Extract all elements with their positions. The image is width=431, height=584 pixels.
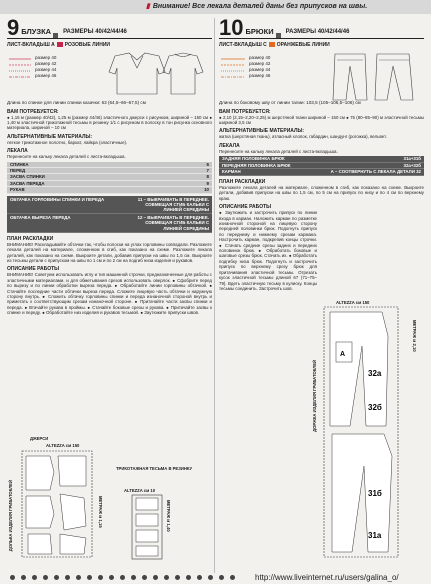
piece-number: 32а+32б [403, 162, 421, 168]
blouse-sketch [103, 50, 211, 100]
blouse-work-text: ВНИМАНИЕ! Советуем использовать иглу и тип машинной строчки, предназначенные для работы с эластичными материалами, и для обметывания срезов использовать оверлок. ● Сфобрите перед по вырезу и по линии обработки выреза переда. ● Обработайте линии горловины обтачкой. ● Стачайте последние части обтачки выреза переда. Сложите лицевую часть обтачки и наружную сторону внутрь. ● Сложить обтачку горловины спинки и переда изнаночной стороной внутрь и приметать к соответствующим срезам изнаночной стороне. ● Притачайте части засвы спинки и переда. ● Втачайте рукава в проймы. ● Стачайте боковые срезы и рукава. ● Притачайте засвы к спинке и переду. ● Обработайте низ изделия и рукавов тесьмой. ● Заутюжите припуски швов. [7, 272, 212, 316]
blouse-materials-head: ВАМ ПОТРЕБУЕТСЯ: [7, 108, 59, 115]
tape-layout [130, 494, 166, 560]
trousers-number: 10 [219, 15, 244, 40]
trousers-alt-head: АЛЬТЕРНАТИВНЫЕ МАТЕРИАЛЫ: [219, 128, 305, 135]
trousers-fold-label: ДОРЖКА ИЗДЕЛИЯ ГРИБАТОКЛЕЙ [312, 360, 317, 432]
svg-text:31б: 31б [368, 489, 382, 498]
warning-icon: ▮ [146, 3, 150, 10]
trousers-materials: ● 2,10 (2,15–2,20–2,25) м шерстяной ткани шириной – 150 см ● 75 (80–85–90) м эластичной тесьмы шириной 3,5 см [219, 114, 424, 125]
right-column-trousers [219, 16, 424, 291]
trousers-sketch [329, 50, 424, 102]
piece-name: ЗАДНЯЯ ПОЛОВИНКА БРЮК [222, 156, 285, 162]
band-name: ОБТАЧКА ВЫРЕЗА ПЕРЕДА [10, 215, 71, 221]
table-row [219, 163, 424, 170]
trousers-metr: МЕТРАЖ м 2,10 [412, 320, 417, 352]
table-row [7, 187, 212, 193]
piece-name: ЗАСВА СПИНКИ [10, 174, 45, 180]
blouse-length-note: Длина по спинке для линии спинки казачки: 63 (64,5–66–67,5) см [7, 100, 146, 105]
hole-icon [43, 575, 48, 580]
blouse-sizes: РАЗМЕРЫ 40/42/44/46 [63, 29, 127, 35]
blouse-sheet [7, 42, 212, 48]
piece-name: ПЕРЕДНЯЯ ПОЛОВИНКА БРЮК [222, 162, 291, 168]
hole-icon [208, 575, 213, 580]
blouse-header [7, 16, 212, 39]
footer [0, 570, 431, 584]
size-line-44: размер 44 [249, 67, 271, 72]
hole-icon [87, 575, 92, 580]
svg-text:32б: 32б [368, 403, 382, 412]
blouse-layout-text: ВНИМАНИЕ! Раскладывайте обтачки так, чтобы полоски на углах горловины совпадали. Разложите лекала деталей на материале, сложенном в сгиб, как показано на схеме. Разложите лекала деталей, как показано на схеме. Выкроите детали, добавив припуски на швы по 1,5 см. Выкроите из тесьмы детали с припуском на швы по 1 см и по 2 см на подгиб низа изделия и рукавов. [7, 241, 212, 264]
binding-holes [10, 575, 235, 580]
svg-text:А: А [340, 351, 346, 358]
blouse-layout-head: ПЛАН РАСКЛАДКИ [7, 235, 54, 242]
piece-name: ЗАСВА ПЕРЕДА [10, 180, 45, 186]
hole-icon [21, 575, 26, 580]
hole-icon [120, 575, 125, 580]
trousers-title: БРЮКИ [245, 27, 274, 36]
hole-icon [142, 575, 147, 580]
hole-icon [76, 575, 81, 580]
left-column-blouse [7, 16, 212, 316]
hole-icon [175, 575, 180, 580]
line-legend-icon [219, 56, 247, 82]
blouse-alt: легкое трикотажное полотно, бархат, лайкра (эластичные). [7, 139, 128, 145]
blouse-alt-head: АЛЬТЕРНАТИВНЫЕ МАТЕРИАЛЫ: [7, 133, 93, 140]
trousers-fabric-width: ALTEZZA см 150 [336, 300, 370, 305]
piece-name: КАРМАН [222, 169, 241, 175]
piece-number: 9 [206, 180, 209, 186]
band-note: 12 – ВЫКРАИВАТЬ В ПЕРЕДНЕЕ. СОВМЕЩАЯ СГИБ КАЛЬКИ С ЛИНИЕЙ СЕРЕДИНЫ [137, 215, 209, 231]
piece-number: А – СООТВЕРНУТЬ С ЛЕКАЛА ДЕТАЛИ 32 [330, 169, 421, 175]
blouse-fold-label: ДОЛЬКА ИЗДЕЛИЯ ГРИБАТОКЛЕЙ [8, 480, 13, 552]
size-square-icon [53, 33, 58, 38]
top-banner [0, 0, 431, 14]
trousers-sizes: РАЗМЕРЫ 40/42/44/46 [285, 29, 350, 35]
banner-notice [146, 2, 367, 10]
trousers-work-head: ОПИСАНИЕ РАБОТЫ [219, 204, 272, 211]
line-legend-icon [7, 56, 33, 82]
size-line-42: размер 42 [249, 61, 271, 66]
trousers-sheet-color: ОРАНЖЕВЫЕ ЛИНИИ [276, 42, 330, 48]
svg-text:31а: 31а [368, 531, 382, 540]
piece-number: 6 [206, 161, 209, 167]
size-square-icon [276, 33, 281, 38]
size-line-44: размер 44 [35, 67, 57, 72]
table-row [219, 156, 424, 163]
trousers-size-legend [249, 55, 270, 79]
blouse-metr2: МЕТРАЖ м 1,40 [166, 500, 171, 532]
trousers-layout-text: Разложите лекала деталей на материале, сложенном в сгиб, как показано на схеме. Выкроите детали, добавив припуски на швы по 1,5 см, по 5 см на припуск по низу и по 4 см по верхнему краю. [219, 185, 424, 201]
trousers-sketch-area [219, 50, 424, 100]
trousers-pattern-head: ЛЕКАЛА [219, 142, 240, 149]
trousers-header [219, 16, 424, 39]
trousers-fabric-layout [322, 306, 412, 558]
hole-icon [10, 575, 15, 580]
trousers-pattern-text: Перенесите на кальку лекала деталей с листа-вкладыша. [219, 148, 338, 154]
fabric-title: ДЖЕРСИ [30, 436, 49, 441]
trousers-materials-head: ВАМ ПОТРЕБУЕТСЯ: [219, 108, 271, 115]
hole-icon [230, 575, 235, 580]
blouse-title: БЛУЗКА [21, 27, 52, 36]
banner-text: Внимание! Все лекала деталей даны без припусков на швы. [152, 3, 368, 10]
size-line-40: размер 40 [249, 55, 271, 60]
trousers-alt: жатка (шерстяная ткань), атласный хлопок, габардин, шандунг (рогожка), вельвет. [219, 134, 387, 140]
hole-icon [98, 575, 103, 580]
blouse-sheet-label: ЛИСТ-ВКЛАДЫШ А [7, 42, 55, 48]
blouse-pattern-text: Перенесите на кальку лекала деталей с листа-вкладыша. [7, 154, 126, 160]
piece-name: ПЕРЕД [10, 168, 26, 174]
size-line-42: размер 42 [35, 61, 57, 66]
column-divider [214, 18, 215, 573]
hole-icon [65, 575, 70, 580]
piece-number: 7 [206, 168, 209, 174]
blouse-pattern-head: ЛЕКАЛА [7, 148, 28, 155]
blouse-materials: ● 1,15 м (размер 40/42), 1,25 м (размер 44/46) эластичного джерси с рисунком, шириной – 150 см ● 1,40 м эластичной трикотажной тесьмы в резинку 1/1 с рисунком в полоску в тон рисунка основного материала, шириной – 10 см [7, 114, 212, 131]
tape-width: ALTEZZA см 10 [124, 488, 156, 493]
band-note: 11 – ВЫКРАИВАТЬ В ПЕРЕДНЕЕ. СОВМЕЩАЯ СГИБ КАЛЬКИ С ЛИНИЕЙ СЕРЕДИНЫ [137, 196, 209, 212]
svg-text:32а: 32а [368, 369, 382, 378]
piece-number: 8 [206, 174, 209, 180]
trousers-length-note: Длина по боковому шву от линии талии: 103,5 (105–106,5–108) см [219, 100, 361, 105]
table-row [219, 169, 424, 176]
blouse-sketch-area [7, 50, 212, 100]
trousers-sheet-label: ЛИСТ-ВКЛАДЫШ С [219, 42, 267, 48]
hole-icon [109, 575, 114, 580]
blouse-bands-table [7, 196, 212, 233]
blouse-work-head: ОПИСАНИЕ РАБОТЫ [7, 266, 60, 273]
piece-number: 31а+31б [403, 156, 421, 162]
trousers-work-text: ● Заутюжить и застрочить припуск по линии входа в карман. Наложить карман по разметке изнаночной стороной на лицевую сторону передней половинки брюк. Подогнуть припуск по переднему и нижнему срезам кармана. Настрочить карман, подкрепив концы строчки. ● Стачать средние срезы задних и передних половинок брюк. ● Обработать боковые и шаговые срезы брюк. Стачать их. ● Обработать подгибку низа брюк. Подогнуть и застрочить припуск по верхнему срезу брюк для притачивания эластичной тесьмы. Отрезать кусок эластичной тесьмы длиной 67 (71–75–79). Вдеть эластичную тесьму в кулиску. Концы тесьмы соединить. Застрочить шов. [219, 210, 317, 291]
fabric-width: ALTEZZA см 150 [46, 443, 80, 448]
size-line-40: размер 40 [35, 55, 57, 60]
hole-icon [164, 575, 169, 580]
tape-title: ТРИКОТАЖНАЯ ТЕСЬМА В РЕЗИНКУ [116, 466, 193, 471]
band-name: ОБТАЧКА ГОРЛОВИНЫ СПИНКИ И ПЕРЕДА [10, 196, 105, 202]
hole-icon [186, 575, 191, 580]
hole-icon [153, 575, 158, 580]
piece-name: СПИНКА [10, 161, 29, 167]
blouse-pieces-table [7, 162, 212, 194]
orange-line-icon [269, 42, 275, 47]
trousers-pieces-table [219, 156, 424, 176]
hole-icon [219, 575, 224, 580]
trousers-sheet [219, 42, 424, 48]
pink-line-icon [57, 42, 63, 47]
table-row [7, 214, 212, 233]
size-line-46: размер 46 [249, 73, 271, 78]
blouse-number: 9 [7, 15, 20, 40]
blouse-sheet-color: РОЗОВЫЕ ЛИНИИ [64, 42, 111, 48]
source-url[interactable]: http://www.liveinternet.ru/users/galina_o/ [255, 573, 399, 582]
piece-number: 10 [204, 187, 209, 193]
blouse-fabric-layout [20, 450, 100, 560]
hole-icon [54, 575, 59, 580]
table-row [7, 196, 212, 215]
hole-icon [197, 575, 202, 580]
hole-icon [131, 575, 136, 580]
hole-icon [32, 575, 37, 580]
blouse-metr1: МЕТРАЖ м 1,15 [98, 496, 103, 528]
blouse-size-legend [35, 55, 56, 79]
piece-name: РУКАВ [10, 187, 25, 193]
size-line-46: размер 46 [35, 73, 57, 78]
trousers-layout-head: ПЛАН РАСКЛАДКИ [219, 179, 266, 185]
